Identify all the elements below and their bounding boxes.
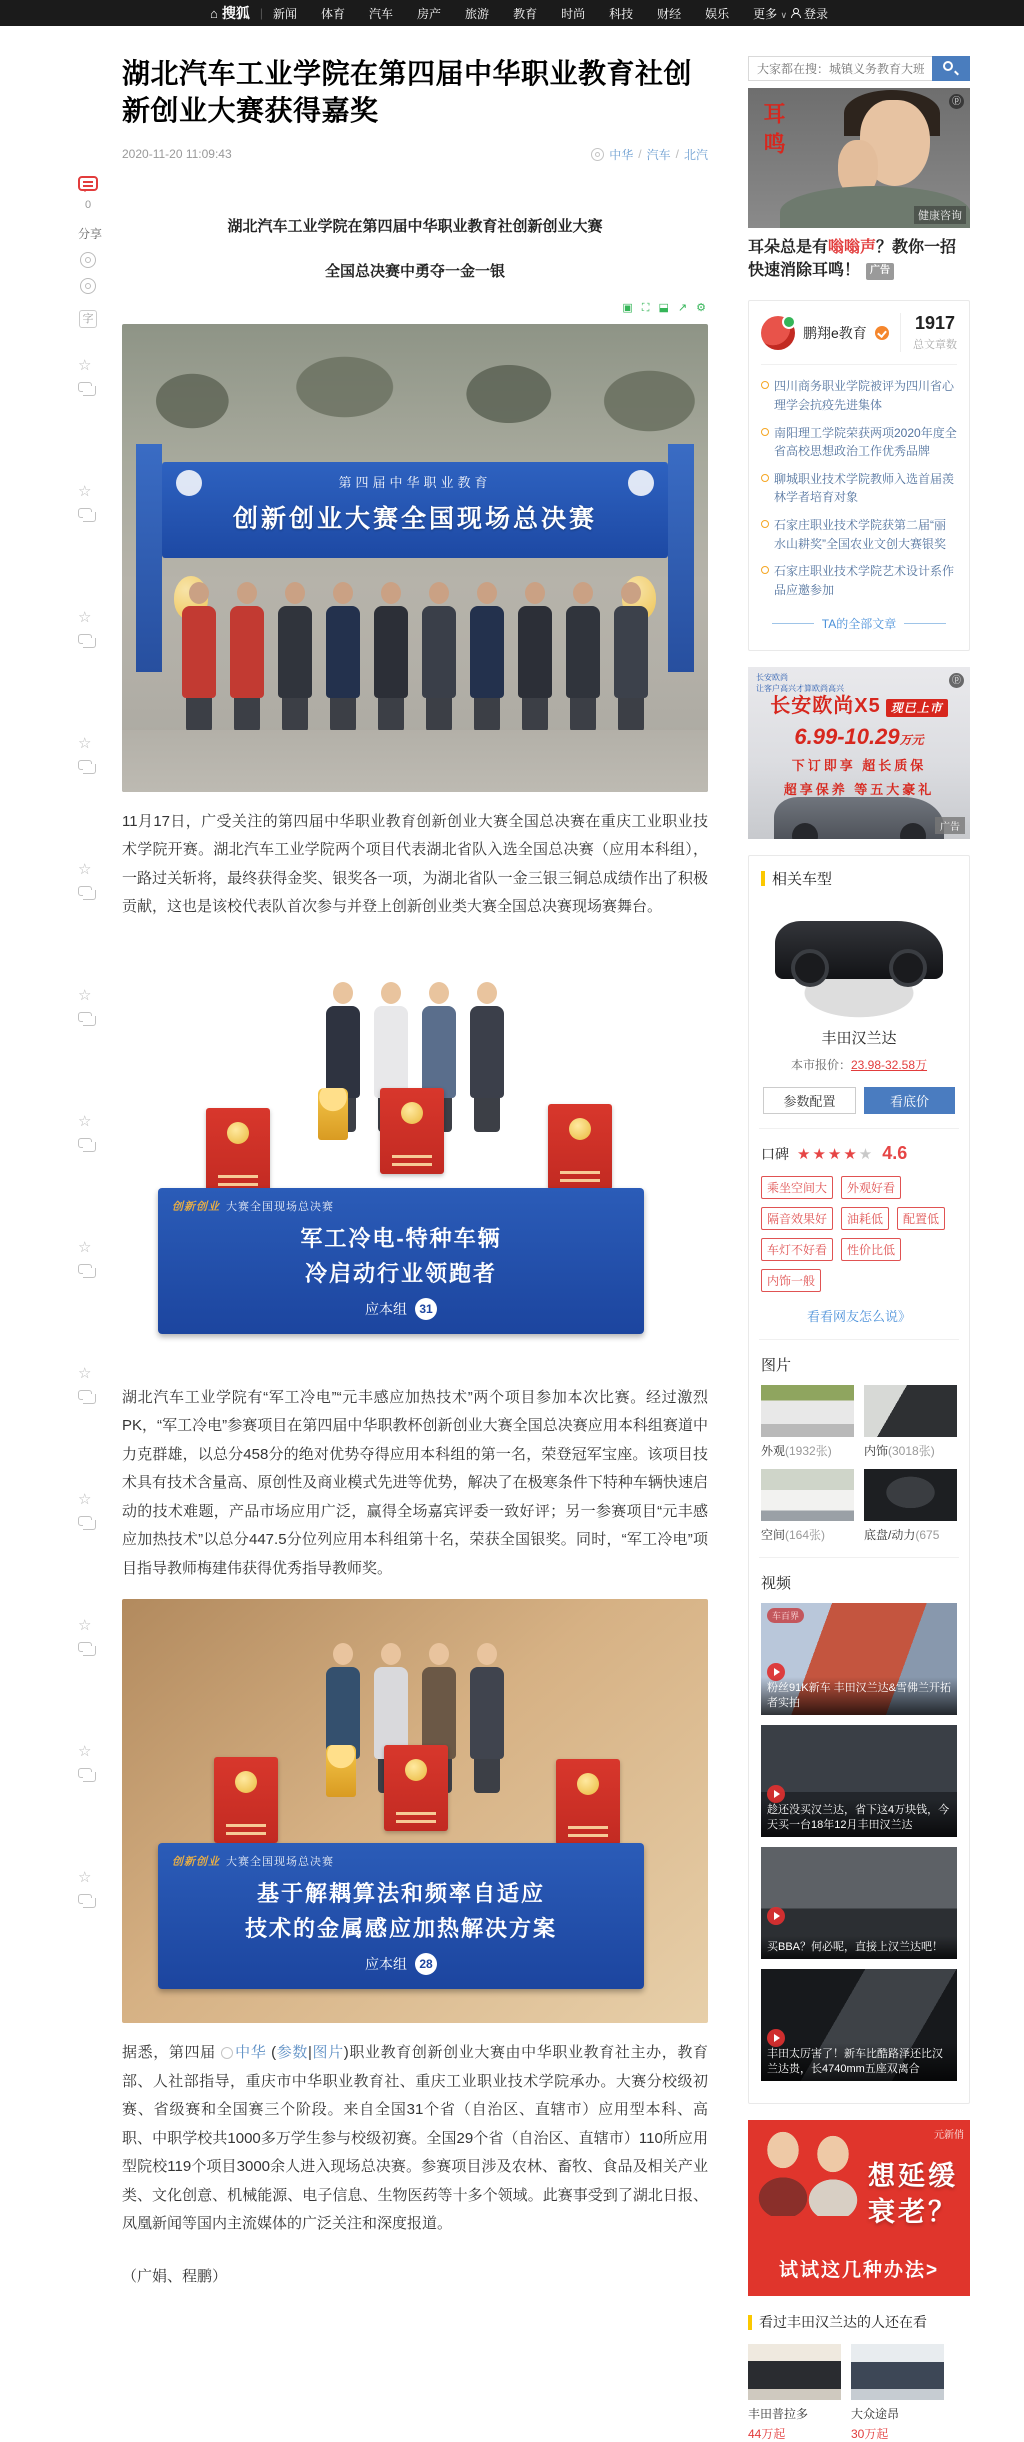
- verified-badge-icon: [875, 326, 889, 340]
- top-nav: [0, 0, 1024, 26]
- banner-main-text: 创新创业大赛全国现场总决赛: [232, 504, 597, 533]
- car-thumbnail: [748, 2344, 841, 2400]
- paragraph-2: 湖北汽车工业学院有“军工冷电”“元丰感应加热技术”两个项目参加本次比赛。经过激烈PK，“军工冷电”参赛项目在第四届中华职教杯创新创业大赛全国总决赛应用本科组赛道中力克群雄，以总分458分的绝对优势夺得应用本科组的第一名，荣登冠军宝座。该项目技术具有技术含量高、原创性及商业模式先进等优势，解决了在极寒条件下特种车辆快速启动的技术难题，产品市场应用广泛，赢得全场嘉宾评委一致好评；另一参赛项目“元丰感应加热技术”以总分447.5分位列应用本科组第十名，荣获全国银奖。同时，“军工冷电”项目指导教师梅建伟获得优秀指导教师奖。: [122, 1388, 708, 1577]
- home-icon: ⌂: [210, 5, 218, 21]
- star-icon[interactable]: ☆: [78, 1617, 92, 1634]
- review-chip[interactable]: 外观好看: [841, 1176, 901, 1199]
- paragraph-3-text: 据悉，第四届: [122, 2044, 221, 2062]
- photo-category[interactable]: 空间(164张): [761, 1469, 854, 1543]
- divider: [759, 1128, 959, 1129]
- ad-info-icon[interactable]: ⓟ: [949, 94, 964, 109]
- avatar[interactable]: [761, 316, 795, 350]
- photo-thumbnail: [761, 1385, 854, 1437]
- login-label: 登录: [803, 6, 828, 21]
- rail-like-group: [78, 988, 92, 1022]
- comment-bubble-icon[interactable]: [78, 176, 98, 191]
- video-item[interactable]: [761, 1725, 957, 1837]
- nav-item[interactable]: 体育: [321, 6, 346, 21]
- photo-category-grid: [761, 1385, 957, 1543]
- nav-item[interactable]: 时尚: [561, 6, 586, 21]
- author-article-link[interactable]: 石家庄职业技术学院艺术设计系作品应邀参加: [761, 562, 957, 599]
- board-group: [172, 1298, 630, 1320]
- nav-item[interactable]: 房产: [417, 6, 442, 21]
- related-car-title: 相关车型: [772, 871, 833, 889]
- photo-category[interactable]: 外观(1932张): [761, 1385, 854, 1459]
- divider: [904, 623, 946, 624]
- inline-link-params[interactable]: 参数: [276, 2044, 308, 2062]
- rail-like-group: [78, 484, 92, 518]
- x5-title: 长安欧尚X5: [770, 695, 881, 718]
- car-thumbnail: [851, 2344, 944, 2400]
- related-car-card: [748, 855, 970, 2104]
- ad-brand-badge: 元新俏: [934, 2130, 964, 2142]
- author-article-link[interactable]: 南阳理工学院荣获两项2020年度全省高校思想政治工作优秀品牌: [761, 424, 957, 461]
- certificate: [384, 1745, 448, 1831]
- comment-count: 0: [85, 199, 92, 211]
- all-articles-link[interactable]: TA的全部文章: [821, 617, 897, 632]
- board-line-1: 基于解耦算法和频率自适应: [256, 1881, 545, 1907]
- person-silhouette: [228, 582, 266, 732]
- comments-icon[interactable]: [78, 760, 92, 770]
- person-silhouette: [468, 982, 506, 1132]
- person-silhouette: [372, 582, 410, 732]
- share-label: 分享: [78, 227, 103, 241]
- nav-item[interactable]: 教育: [513, 6, 538, 21]
- divider: [759, 1339, 959, 1340]
- x5-line-2: 超享保养 等五大豪礼: [783, 782, 935, 798]
- group-people: [122, 582, 708, 732]
- ear-ad-caption[interactable]: [748, 236, 970, 282]
- photo-thumbnail: [864, 1385, 957, 1437]
- certificate: [206, 1108, 270, 1194]
- certificate: [556, 1759, 620, 1845]
- rail-like-group: [78, 1114, 92, 1148]
- rating-score: 4.6: [882, 1143, 908, 1164]
- board-group: [172, 1953, 630, 1975]
- tag-separator: /: [675, 147, 679, 162]
- ear-ad-vertical-text: 耳鸣: [761, 102, 786, 162]
- article-count-label: 总文章数: [913, 339, 957, 352]
- comments-icon[interactable]: [78, 1642, 92, 1652]
- car-image[interactable]: [761, 901, 957, 1019]
- ear-ad-corner-label: 健康咨询: [914, 206, 966, 224]
- star-icon[interactable]: ☆: [78, 357, 92, 374]
- x5-price-unit: 万元: [899, 733, 924, 748]
- anti-aging-ad[interactable]: [748, 2120, 970, 2296]
- board-group-label: 应本组: [365, 1956, 407, 1973]
- board-group-number: 31: [415, 1298, 437, 1320]
- search-input[interactable]: [748, 56, 932, 81]
- comments-icon[interactable]: [78, 634, 92, 644]
- ear-ad-image[interactable]: [748, 88, 970, 228]
- changan-x5-ad[interactable]: [748, 667, 970, 839]
- venue-banner: [162, 462, 668, 558]
- image-share-icon[interactable]: ↗: [677, 301, 688, 314]
- image-fullscreen-icon[interactable]: ⛶: [641, 301, 650, 314]
- price-link[interactable]: 23.98-32.58万: [850, 1058, 928, 1073]
- publish-date: 2020-11-20 11:09:43: [122, 147, 232, 162]
- rail-like-group: [78, 1618, 92, 1652]
- star-icon[interactable]: ☆: [78, 861, 92, 878]
- author-article-list: [761, 377, 957, 599]
- review-chip[interactable]: 车灯不好看: [761, 1238, 833, 1261]
- person-silhouette: [468, 582, 506, 732]
- intro-line-2: 全国总决赛中勇夺一金一银: [324, 262, 505, 280]
- article-photo-award-2[interactable]: [122, 1599, 708, 2023]
- comments-icon[interactable]: [78, 382, 92, 392]
- certificate: [548, 1104, 612, 1190]
- photo-category[interactable]: 内饰(3018张): [864, 1385, 957, 1459]
- car-brand-icon: [221, 2047, 233, 2059]
- star-icon[interactable]: ☆: [78, 1869, 92, 1886]
- star-icon[interactable]: ☆: [78, 1491, 92, 1508]
- image-zoom-icon[interactable]: ▣: [622, 301, 633, 314]
- person-silhouette: [468, 1643, 506, 1793]
- star-icon[interactable]: ☆: [78, 1365, 92, 1382]
- review-chip[interactable]: 乘坐空间大: [761, 1176, 833, 1199]
- paren: (: [266, 2044, 277, 2062]
- rail-like-group: [78, 610, 92, 644]
- review-chip[interactable]: 配置低: [897, 1207, 945, 1230]
- ad-cta: 试试这几种办法>: [778, 2260, 940, 2282]
- changan-logo: 长安欧尚 让客户高兴才算欧尚高兴: [756, 673, 844, 693]
- nav-more[interactable]: [753, 5, 787, 22]
- video-caption: 买BBA？何必呢，直接上汉兰达吧！: [761, 1936, 957, 1959]
- byline: （广娟、程鹏）: [122, 2267, 228, 2285]
- nav-item[interactable]: 旅游: [465, 6, 490, 21]
- comments-icon[interactable]: [78, 508, 92, 518]
- font-size-button[interactable]: 字: [79, 310, 97, 328]
- board-line-2: 技术的金属感应加热解决方案: [244, 1916, 557, 1942]
- comments-icon[interactable]: [78, 1768, 92, 1778]
- board-header-accent: 创新创业: [172, 1200, 220, 1213]
- rail-like-group: [78, 1870, 92, 1904]
- paragraph-1: 11月17日，广受关注的第四届中华职业教育创新创业大赛全国总决赛在重庆工业职业技术学院开赛。湖北汽车工业学院两个项目代表湖北省队入选全国总决赛（应用本科组），一路过关斩将，最终获得金奖、银奖各一项，为湖北省队一金三银三铜总成绩作出了积极贡献，这也是该校代表队首次参与并登上创新创业类大赛全国总决赛现场赛舞台。: [122, 812, 708, 916]
- ad-headline-1: 想延缓: [868, 2161, 958, 2192]
- tag-link[interactable]: 中华: [609, 147, 634, 162]
- star-icon[interactable]: ☆: [78, 987, 92, 1004]
- nav-items: [273, 5, 729, 22]
- koubei-link[interactable]: 看看网友怎么说》: [806, 1309, 911, 1325]
- wechat-share-icon[interactable]: [80, 278, 96, 294]
- caption-highlight: 嗡嗡声: [828, 239, 877, 256]
- x5-line-1: 下订即享 超长质保: [791, 758, 927, 774]
- also-view-car[interactable]: [851, 2344, 944, 2442]
- review-chips: [761, 1176, 957, 1292]
- also-view-section: [748, 2312, 970, 2442]
- video-caption: 粉丝91K新车 丰田汉兰达&雪佛兰开拓者实拍: [761, 1677, 957, 1716]
- rail-like-group: [78, 1492, 92, 1526]
- ad-badge: 广告: [935, 817, 965, 834]
- rail-like-group: [78, 1240, 92, 1274]
- author-name[interactable]: 鹏翔e教育: [803, 324, 867, 341]
- star-icon[interactable]: ☆: [78, 1113, 92, 1130]
- play-icon: [767, 1907, 785, 1925]
- photo-category[interactable]: 底盘/动力(675: [864, 1469, 957, 1543]
- photo-thumbnail: [864, 1469, 957, 1521]
- image-toolbar: [122, 303, 706, 314]
- board-group-number: 28: [415, 1953, 437, 1975]
- divider: [772, 623, 814, 624]
- also-view-car[interactable]: [748, 2344, 841, 2442]
- board-header: [172, 1853, 630, 1869]
- nav-item[interactable]: 科技: [609, 6, 634, 21]
- section-accent-bar: [748, 2315, 752, 2330]
- rail-like-group: [78, 358, 92, 392]
- article-photo-award-1[interactable]: [122, 938, 708, 1368]
- award-board-2: [158, 1843, 644, 1989]
- comments-icon[interactable]: [78, 1012, 92, 1022]
- star-icon[interactable]: ☆: [78, 1743, 92, 1760]
- x5-car-image: [774, 797, 944, 839]
- search-icon: [943, 61, 953, 71]
- nav-more-label: 更多: [753, 6, 778, 21]
- review-chip[interactable]: 油耗低: [841, 1207, 889, 1230]
- paragraph-3-text: 职业教育创新创业大赛由中华职业教育社主办，教育部、人社部指导，重庆市中华职业教育社、重庆工业职业技术学院承办。大赛分校级初赛、省级赛和全国赛三个阶段。来自全国31个省（自治区、直辖市）应用型本科、高职、中职学校共1000多万学生参与校级初赛。全国29个省（自治区、直辖市）110所应用型院校119个项目3000余人进入现场总决赛。参赛项目涉及农林、畜牧、食品及相关产业类、文化创意、机械能源、电子信息、生物医药等十多个领域。此赛事受到了湖北日报、凤凰新闻等国内主流媒体的广泛关注和深度报道。: [122, 2044, 708, 2233]
- article-tags: [591, 146, 708, 163]
- ad-badge: 广告: [866, 263, 894, 280]
- star-icon[interactable]: ☆: [78, 609, 92, 626]
- also-view-title: 看过丰田汉兰达的人还在看: [759, 2314, 927, 2331]
- pipe: |: [308, 2044, 312, 2062]
- comments-icon[interactable]: [78, 1516, 92, 1526]
- comments-icon[interactable]: [78, 1138, 92, 1148]
- tag-link[interactable]: 北汽: [683, 147, 708, 162]
- user-icon: [790, 8, 800, 18]
- all-articles-row: [761, 615, 957, 632]
- trophy: [326, 1745, 356, 1797]
- nav-item[interactable]: 财经: [657, 6, 682, 21]
- divider: [761, 364, 957, 365]
- video-item[interactable]: [761, 1847, 957, 1959]
- star-icon[interactable]: ☆: [78, 735, 92, 752]
- ad-headline-2: 衰老？: [868, 2197, 958, 2228]
- person-silhouette: [516, 582, 554, 732]
- board-header-rest: 大赛全国现场总决赛: [226, 1200, 334, 1213]
- left-share-rail: [78, 56, 122, 2442]
- rail-like-group: [78, 862, 92, 896]
- person-silhouette: [612, 582, 650, 732]
- nav-item[interactable]: 娱乐: [705, 6, 730, 21]
- trophy: [318, 1088, 348, 1140]
- board-group-label: 应本组: [365, 1300, 407, 1317]
- person-silhouette: [276, 582, 314, 732]
- koubei-label: 口碑: [761, 1145, 789, 1162]
- board-header-accent: 创新创业: [172, 1856, 220, 1869]
- sohu-logo[interactable]: [210, 3, 250, 23]
- price-button[interactable]: 看底价: [864, 1087, 955, 1114]
- review-chip[interactable]: 隔音效果好: [761, 1207, 833, 1230]
- photo-thumbnail: [761, 1469, 854, 1521]
- video-caption: 趁还没买汉兰达，省下这4万块钱，今天买一台18年12月丰田汉兰达: [761, 1799, 957, 1838]
- tag-icon: [591, 148, 604, 161]
- comments-icon[interactable]: [78, 886, 92, 896]
- nav-item[interactable]: 新闻: [272, 6, 297, 21]
- car-name[interactable]: 丰田汉兰达: [821, 1030, 897, 1048]
- video-brand-badge: 车百界: [767, 1608, 804, 1623]
- review-chip[interactable]: 性价比低: [841, 1238, 901, 1261]
- board-header: [172, 1198, 630, 1214]
- section-accent-bar: [761, 871, 765, 886]
- tag-link[interactable]: 汽车: [646, 147, 671, 162]
- board-header-rest: 大赛全国现场总决赛: [226, 1856, 334, 1869]
- divider: [759, 1557, 959, 1558]
- price-label: 本市报价：: [790, 1058, 851, 1073]
- x5-price: 6.99-10.29: [794, 724, 900, 750]
- car-name: 丰田普拉多: [748, 2407, 809, 2422]
- rail-groups: [78, 358, 92, 1996]
- board-line-1: 军工冷电-特种车辆: [300, 1225, 502, 1251]
- x5-ribbon: 现已上市: [886, 699, 948, 717]
- person-silhouette: [324, 582, 362, 732]
- rail-like-group: [78, 736, 92, 770]
- weibo-share-icon[interactable]: [80, 252, 96, 268]
- caption-text: 耳朵总是有: [748, 239, 829, 256]
- rail-like-group: [78, 1366, 92, 1400]
- rail-like-group: [78, 1744, 92, 1778]
- inline-link-images[interactable]: 图片: [311, 2044, 344, 2062]
- article-count: 1917: [914, 313, 956, 334]
- video-caption: 丰田太厉害了！新车比酷路泽还比汉兰达贵，长4740mm五座双离合: [761, 2043, 957, 2082]
- author-article-link[interactable]: 四川商务职业学院被评为四川省心理学会抗疫先进集体: [761, 377, 957, 414]
- paragraph-3: [122, 2039, 708, 2239]
- comments-icon[interactable]: [78, 1390, 92, 1400]
- suv-silhouette: [775, 921, 943, 979]
- person-silhouette: [564, 582, 602, 732]
- intro-line-1: 湖北汽车工业学院在第四届中华职业教育社创新创业大赛: [227, 217, 603, 235]
- star-icon[interactable]: ☆: [78, 1239, 92, 1256]
- nav-divider: |: [259, 6, 263, 20]
- image-save-icon[interactable]: ⬓: [658, 301, 669, 314]
- config-button[interactable]: 参数配置: [763, 1087, 856, 1114]
- caption-text: ？教你一招快速消除耳鸣！: [748, 239, 957, 280]
- car-name: 大众途昂: [851, 2407, 900, 2422]
- car-price: 30万起: [851, 2427, 889, 2442]
- article-main: [122, 56, 708, 2442]
- videos-section-title: 视频: [761, 1575, 792, 1593]
- video-list: [761, 1603, 957, 2081]
- certificate: [380, 1088, 444, 1174]
- award-board-1: [158, 1188, 644, 1334]
- photos-section-title: 图片: [761, 1357, 792, 1375]
- chevron-down-icon: ∨: [780, 9, 788, 20]
- author-article-link[interactable]: 聊城职业技术学院教师入选首届羡林学者培育对象: [761, 470, 957, 507]
- person-silhouette: [420, 582, 458, 732]
- image-settings-icon[interactable]: ⚙: [696, 301, 706, 314]
- comments-icon[interactable]: [78, 1894, 92, 1904]
- car-price: 44万起: [748, 2427, 786, 2442]
- article-photo-venue[interactable]: [122, 324, 708, 792]
- ad-info-icon[interactable]: ⓟ: [949, 673, 964, 688]
- paren: ): [343, 2044, 349, 2062]
- board-line-2: 冷启动行业领跑者: [304, 1260, 497, 1286]
- banner-top-text: 第四届中华职业教育: [338, 474, 492, 490]
- tag-separator: /: [638, 147, 642, 162]
- sohu-logo-text: 搜狐: [221, 5, 250, 21]
- nav-item[interactable]: 汽车: [369, 6, 394, 21]
- search-button[interactable]: [932, 56, 970, 81]
- video-item[interactable]: [761, 1969, 957, 2081]
- photo-floor: [122, 730, 708, 792]
- star-icon[interactable]: ☆: [78, 483, 92, 500]
- sidebar: [748, 56, 970, 2442]
- inline-link-zhonghua[interactable]: 中华: [234, 2044, 267, 2062]
- person-silhouette: [180, 582, 218, 732]
- author-card: [748, 300, 970, 651]
- login-button[interactable]: [790, 5, 828, 22]
- author-article-link[interactable]: 石家庄职业技术学院获第二届“丽水山耕奖”全国农业文创大赛银奖: [761, 516, 957, 553]
- video-item[interactable]: [761, 1603, 957, 1715]
- photo-trees: [122, 324, 708, 464]
- certificate: [214, 1757, 278, 1843]
- ad-figures: [748, 2120, 868, 2216]
- star-rating: ★★★★★: [797, 1145, 875, 1163]
- page-title: 湖北汽车工业学院在第四届中华职业教育社创新创业大赛获得嘉奖: [122, 58, 693, 126]
- comments-icon[interactable]: [78, 1264, 92, 1274]
- also-view-cars: [748, 2344, 970, 2442]
- related-car-title-row: [761, 868, 957, 889]
- review-chip[interactable]: 内饰一般: [761, 1269, 821, 1292]
- sidebar-search: [748, 56, 970, 81]
